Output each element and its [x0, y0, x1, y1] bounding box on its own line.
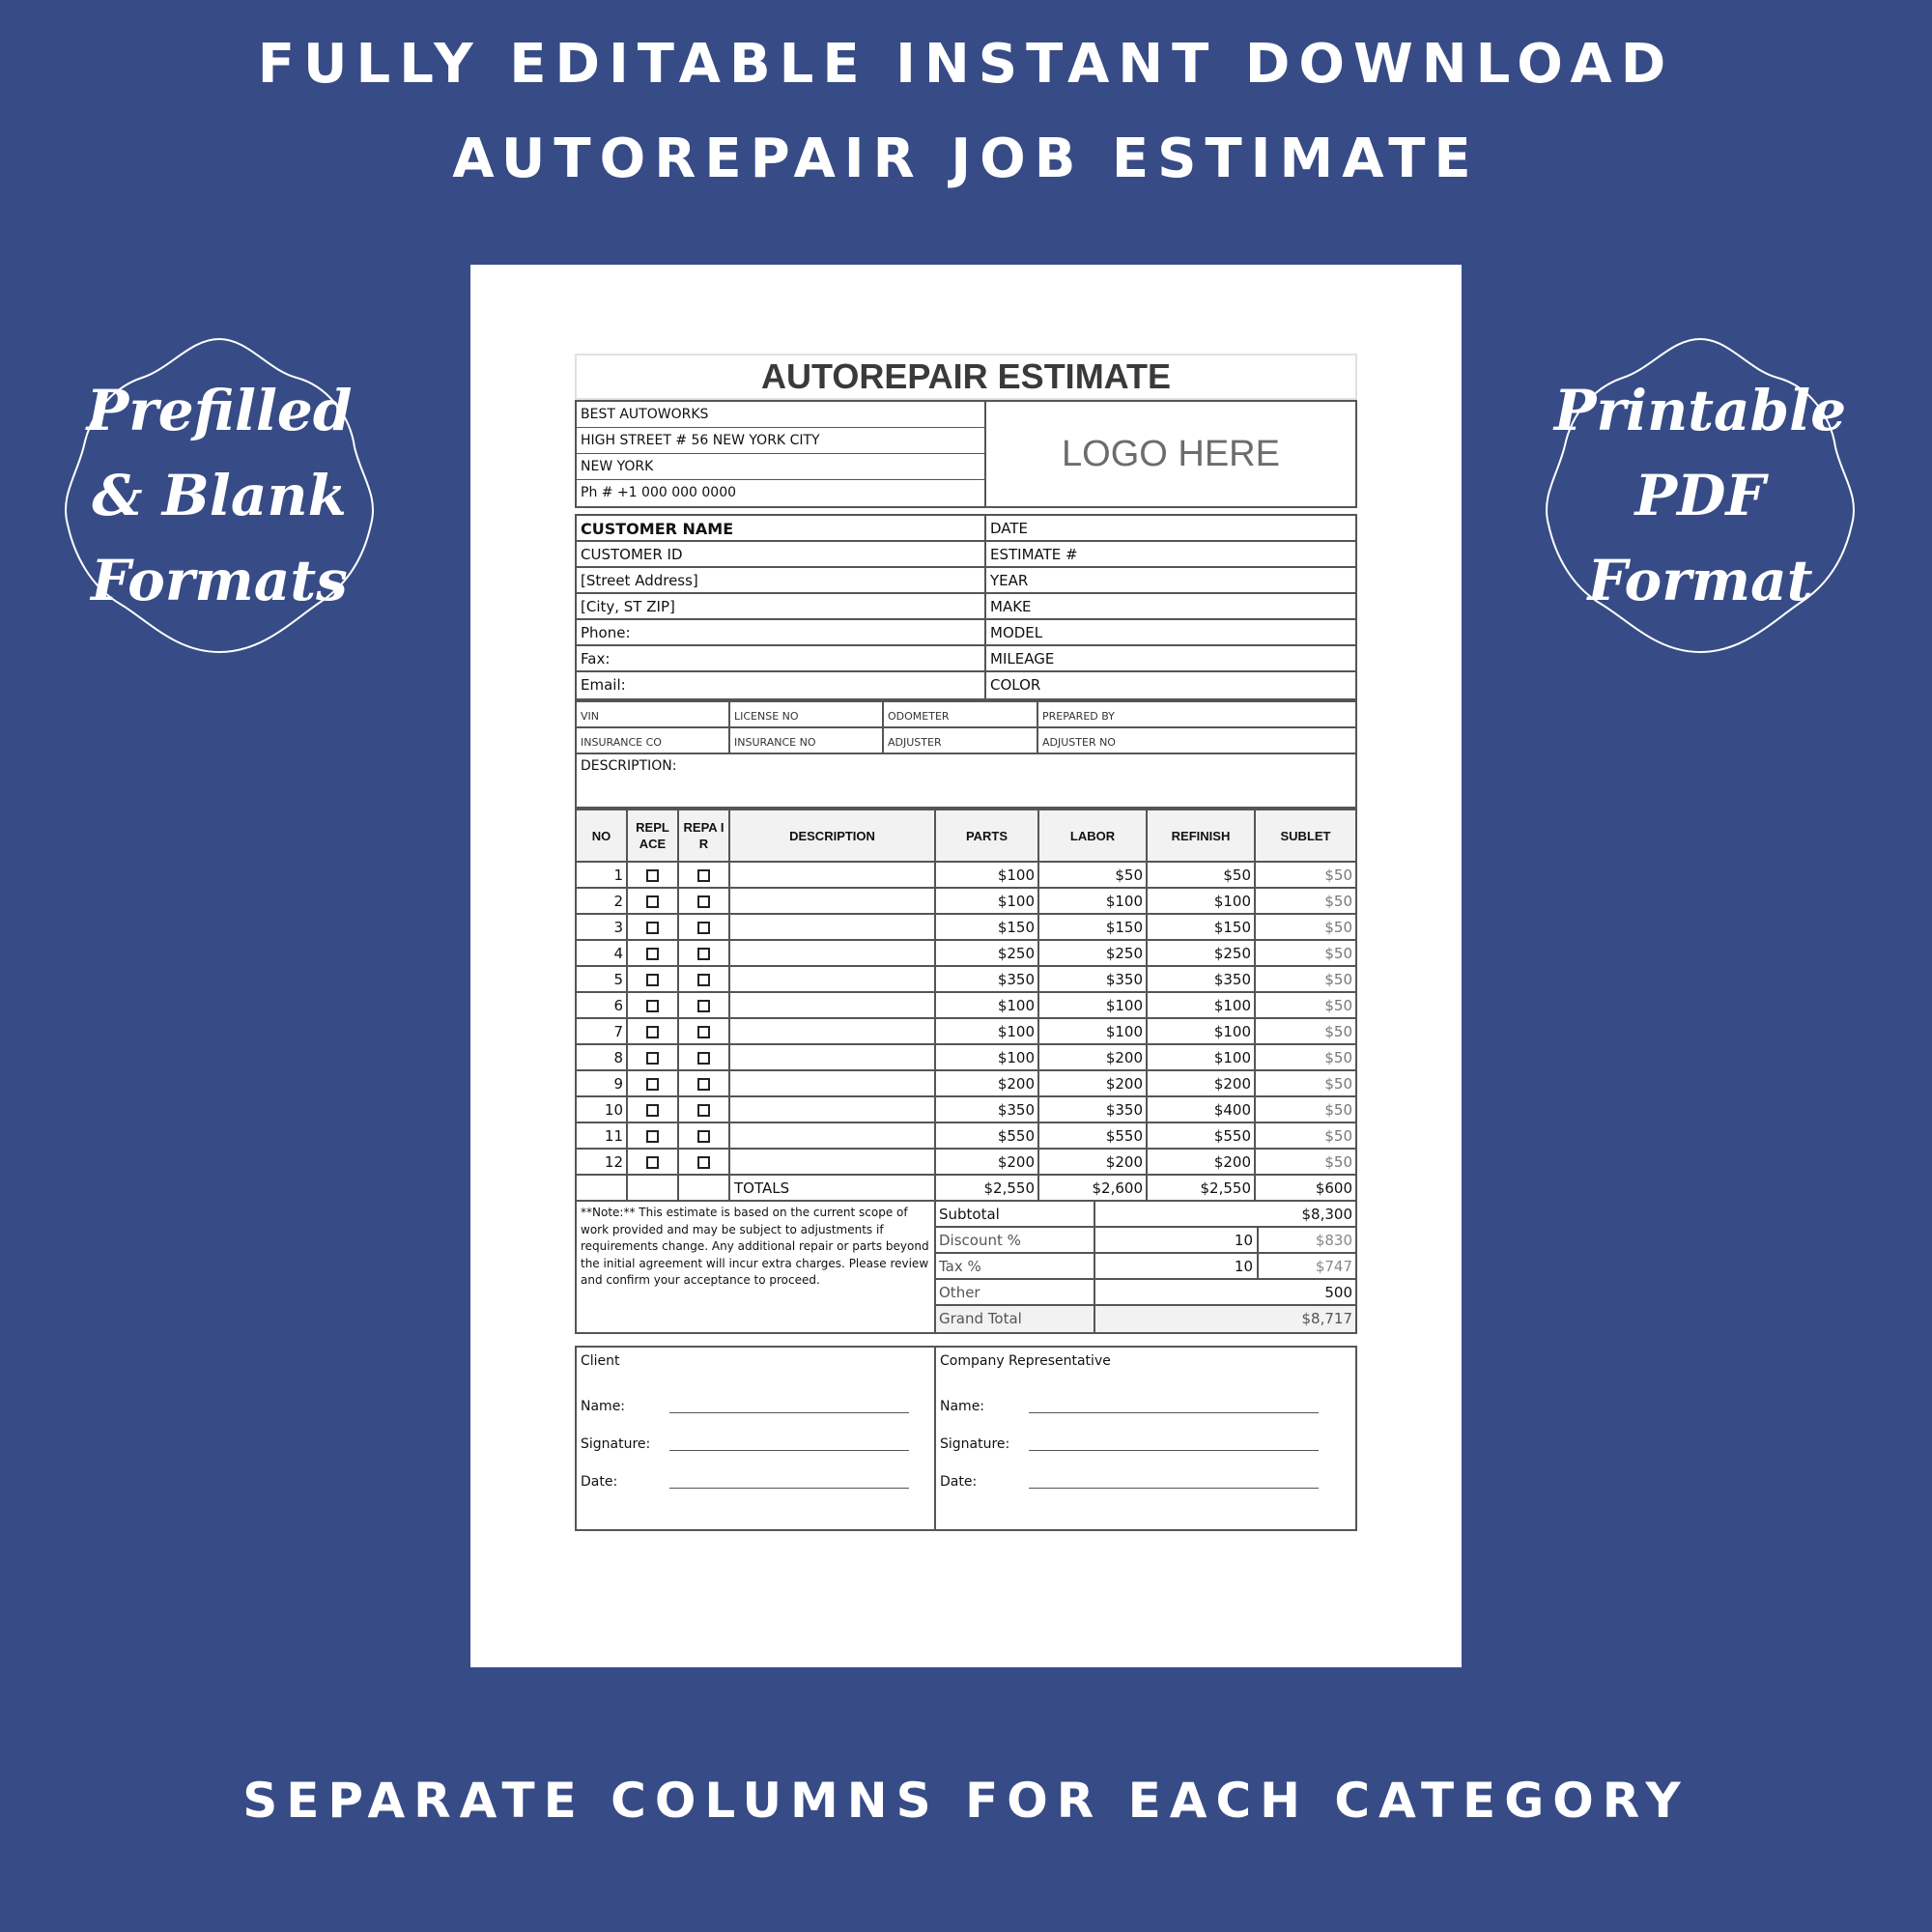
- vin-field[interactable]: VIN: [576, 701, 729, 727]
- vehicle-info-table: [575, 700, 1357, 754]
- refinish-cell[interactable]: $350: [1147, 966, 1255, 992]
- col-header-repair: REPA IR: [678, 810, 729, 862]
- checkbox-icon[interactable]: [697, 895, 710, 908]
- labor-cell[interactable]: $200: [1038, 1149, 1147, 1175]
- odometer-field[interactable]: ODOMETER: [883, 701, 1037, 727]
- checkbox-icon[interactable]: [646, 895, 659, 908]
- row-number: 1: [576, 862, 627, 888]
- repair-checkbox: [678, 1018, 729, 1044]
- checkbox-icon[interactable]: [646, 948, 659, 960]
- refinish-cell[interactable]: $400: [1147, 1096, 1255, 1122]
- other-value-input[interactable]: 500: [1324, 1284, 1352, 1301]
- row-number: 11: [576, 1122, 627, 1149]
- sublet-cell[interactable]: $50: [1255, 992, 1356, 1018]
- checkbox-icon[interactable]: [697, 922, 710, 934]
- repair-checkbox: [678, 966, 729, 992]
- checkbox-icon[interactable]: [697, 1026, 710, 1038]
- parts-cell[interactable]: $100: [935, 1018, 1038, 1044]
- replace-checkbox: [627, 1044, 678, 1070]
- description-cell[interactable]: [729, 992, 935, 1018]
- sublet-cell[interactable]: $50: [1255, 940, 1356, 966]
- discount-label: Discount %: [936, 1228, 1095, 1252]
- description-cell[interactable]: [729, 862, 935, 888]
- parts-cell[interactable]: $100: [935, 888, 1038, 914]
- estimate-document-preview: [470, 265, 1462, 1667]
- checkbox-icon[interactable]: [697, 1000, 710, 1012]
- estimate-number-field[interactable]: ESTIMATE #: [986, 542, 1355, 568]
- form-title: AUTOREPAIR ESTIMATE: [575, 354, 1357, 400]
- client-date-line[interactable]: [669, 1475, 909, 1489]
- parts-cell[interactable]: $200: [935, 1149, 1038, 1175]
- client-date-label: Date:: [581, 1474, 618, 1490]
- checkbox-icon[interactable]: [646, 1026, 659, 1038]
- parts-cell[interactable]: $350: [935, 966, 1038, 992]
- email-field[interactable]: Email:: [581, 676, 626, 694]
- row-number: 8: [576, 1044, 627, 1070]
- company-phone[interactable]: Ph # +1 000 000 0000: [581, 485, 737, 500]
- checkbox-icon[interactable]: [646, 869, 659, 882]
- badge-left-line-1: Prefilled: [86, 378, 353, 443]
- mileage-field[interactable]: MILEAGE: [986, 646, 1355, 672]
- rep-signature-line[interactable]: [1029, 1437, 1319, 1451]
- description-cell[interactable]: [729, 1149, 935, 1175]
- checkbox-icon[interactable]: [646, 974, 659, 986]
- row-number: 12: [576, 1149, 627, 1175]
- other-row: [936, 1280, 1355, 1306]
- totals-row: [576, 1175, 1356, 1201]
- replace-checkbox: [627, 1096, 678, 1122]
- replace-checkbox: [627, 914, 678, 940]
- client-signature-label: Signature:: [581, 1436, 651, 1452]
- badge-printable-pdf: [1541, 331, 1860, 660]
- line-item-row: [576, 1070, 1356, 1096]
- totals-panel: [936, 1202, 1355, 1332]
- checkbox-icon[interactable]: [697, 974, 710, 986]
- repair-checkbox: [678, 888, 729, 914]
- sublet-cell[interactable]: $50: [1255, 862, 1356, 888]
- line-item-row: [576, 992, 1356, 1018]
- tax-percent-input[interactable]: 10: [1234, 1258, 1253, 1275]
- repair-checkbox: [678, 940, 729, 966]
- company-street[interactable]: HIGH STREET # 56 NEW YORK CITY: [577, 428, 984, 454]
- rep-date-label: Date:: [940, 1474, 978, 1490]
- replace-checkbox: [627, 1122, 678, 1149]
- row-number: 7: [576, 1018, 627, 1044]
- discount-row: [936, 1228, 1355, 1254]
- description-field[interactable]: DESCRIPTION:: [575, 754, 1357, 809]
- line-item-row: [576, 862, 1356, 888]
- adjuster-no-field[interactable]: ADJUSTER NO: [1037, 727, 1356, 753]
- subtotal-value: $8,300: [1301, 1206, 1352, 1223]
- labor-cell[interactable]: $100: [1038, 992, 1147, 1018]
- checkbox-icon[interactable]: [646, 1130, 659, 1143]
- headline-line-1: FULLY EDITABLE INSTANT DOWNLOAD: [257, 33, 1675, 96]
- badge-right-line-2: PDF: [1634, 463, 1766, 528]
- description-cell[interactable]: [729, 1122, 935, 1149]
- checkbox-icon[interactable]: [697, 869, 710, 882]
- client-signature-section: [577, 1348, 936, 1529]
- checkbox-icon[interactable]: [646, 1156, 659, 1169]
- date-field[interactable]: DATE: [986, 516, 1355, 542]
- replace-checkbox: [627, 1149, 678, 1175]
- rep-signature-section: [936, 1348, 1355, 1529]
- line-items-header: [576, 810, 1356, 862]
- description-cell[interactable]: [729, 1096, 935, 1122]
- row-number: 9: [576, 1070, 627, 1096]
- labor-cell[interactable]: $150: [1038, 914, 1147, 940]
- line-item-row: [576, 1018, 1356, 1044]
- note-text[interactable]: **Note:** This estimate is based on the current scope of work provided and may be subject to adjustments if requirements change. Any additional repair or parts beyond the initial agreement will incur extra charges. Please review and confirm your acceptance to proceed.: [577, 1202, 936, 1332]
- row-number: 3: [576, 914, 627, 940]
- refinish-cell[interactable]: $100: [1147, 1044, 1255, 1070]
- replace-checkbox: [627, 862, 678, 888]
- col-header-sublet: SUBLET: [1255, 810, 1356, 862]
- tax-value: $747: [1257, 1254, 1355, 1278]
- insurance-co-field[interactable]: INSURANCE CO: [576, 727, 729, 753]
- checkbox-icon[interactable]: [646, 1104, 659, 1117]
- sublet-cell[interactable]: $50: [1255, 1149, 1356, 1175]
- refinish-cell[interactable]: $100: [1147, 1018, 1255, 1044]
- parts-cell[interactable]: $350: [935, 1096, 1038, 1122]
- labor-cell[interactable]: $100: [1038, 888, 1147, 914]
- estimate-form: [575, 354, 1357, 1531]
- repair-checkbox: [678, 914, 729, 940]
- line-items-table: [575, 809, 1357, 1202]
- col-header-no: NO: [576, 810, 627, 862]
- parts-cell[interactable]: $550: [935, 1122, 1038, 1149]
- labor-cell[interactable]: $350: [1038, 966, 1147, 992]
- totals-sublet: $600: [1255, 1175, 1356, 1201]
- description-cell[interactable]: [729, 966, 935, 992]
- refinish-cell[interactable]: $150: [1147, 914, 1255, 940]
- repair-checkbox: [678, 1070, 729, 1096]
- make-field[interactable]: MAKE: [986, 594, 1355, 620]
- refinish-cell[interactable]: $100: [1147, 992, 1255, 1018]
- description-cell[interactable]: [729, 914, 935, 940]
- replace-checkbox: [627, 1018, 678, 1044]
- description-cell[interactable]: [729, 888, 935, 914]
- line-item-row: [576, 888, 1356, 914]
- col-header-refinish: REFINISH: [1147, 810, 1255, 862]
- discount-percent-input[interactable]: 10: [1234, 1232, 1253, 1249]
- checkbox-icon[interactable]: [697, 948, 710, 960]
- col-header-parts: PARTS: [935, 810, 1038, 862]
- sublet-cell[interactable]: $50: [1255, 966, 1356, 992]
- totals-labor: $2,600: [1038, 1175, 1147, 1201]
- rep-title: Company Representative: [940, 1353, 1111, 1369]
- labor-cell[interactable]: $100: [1038, 1018, 1147, 1044]
- labor-cell[interactable]: $550: [1038, 1122, 1147, 1149]
- sublet-cell[interactable]: $50: [1255, 1044, 1356, 1070]
- replace-checkbox: [627, 966, 678, 992]
- description-cell[interactable]: [729, 1018, 935, 1044]
- parts-cell[interactable]: $100: [935, 992, 1038, 1018]
- replace-checkbox: [627, 992, 678, 1018]
- customer-block: [575, 514, 1357, 700]
- refinish-cell[interactable]: $200: [1147, 1149, 1255, 1175]
- grand-total-label: Grand Total: [936, 1306, 1095, 1332]
- col-header-labor: LABOR: [1038, 810, 1147, 862]
- parts-cell[interactable]: $200: [935, 1070, 1038, 1096]
- checkbox-icon[interactable]: [697, 1130, 710, 1143]
- description-cell[interactable]: [729, 940, 935, 966]
- totals-refinish: $2,550: [1147, 1175, 1255, 1201]
- headline-line-2: AUTOREPAIR JOB ESTIMATE: [452, 128, 1480, 190]
- tax-row: [936, 1254, 1355, 1280]
- customer-name-field[interactable]: CUSTOMER NAME: [577, 516, 984, 542]
- city-zip-field[interactable]: [City, ST ZIP]: [577, 594, 984, 620]
- company-city[interactable]: NEW YORK: [577, 454, 984, 480]
- parts-cell[interactable]: $100: [935, 1044, 1038, 1070]
- line-item-row: [576, 1044, 1356, 1070]
- totals-parts: $2,550: [935, 1175, 1038, 1201]
- refinish-cell[interactable]: $250: [1147, 940, 1255, 966]
- logo-placeholder[interactable]: LOGO HERE: [1062, 433, 1280, 474]
- rep-name-line[interactable]: [1029, 1400, 1319, 1413]
- company-block: [575, 400, 1357, 508]
- sublet-cell[interactable]: $50: [1255, 1018, 1356, 1044]
- badge-left-line-3: Formats: [91, 548, 348, 613]
- subtotal-label: Subtotal: [936, 1202, 1095, 1226]
- refinish-cell[interactable]: $550: [1147, 1122, 1255, 1149]
- line-item-row: [576, 1149, 1356, 1175]
- replace-checkbox: [627, 1070, 678, 1096]
- checkbox-icon[interactable]: [646, 1000, 659, 1012]
- description-cell[interactable]: [729, 1070, 935, 1096]
- description-cell[interactable]: [729, 1044, 935, 1070]
- company-name[interactable]: BEST AUTOWORKS: [577, 402, 984, 428]
- badge-right-line-1: Printable: [1553, 378, 1847, 443]
- other-label: Other: [936, 1280, 1095, 1304]
- row-number: 5: [576, 966, 627, 992]
- checkbox-icon[interactable]: [697, 1078, 710, 1091]
- parts-cell[interactable]: $250: [935, 940, 1038, 966]
- adjuster-field[interactable]: ADJUSTER: [883, 727, 1037, 753]
- labor-cell[interactable]: $50: [1038, 862, 1147, 888]
- row-number: 10: [576, 1096, 627, 1122]
- repair-checkbox: [678, 1096, 729, 1122]
- labor-cell[interactable]: $350: [1038, 1096, 1147, 1122]
- checkbox-icon[interactable]: [646, 1052, 659, 1065]
- line-item-row: [576, 966, 1356, 992]
- grand-total-value: $8,717: [1301, 1310, 1352, 1327]
- client-signature-line[interactable]: [669, 1437, 909, 1451]
- signature-block: [575, 1346, 1357, 1531]
- fax-field[interactable]: Fax:: [577, 646, 984, 672]
- checkbox-icon[interactable]: [646, 922, 659, 934]
- badge-right-line-3: Format: [1587, 548, 1813, 613]
- parts-cell[interactable]: $100: [935, 862, 1038, 888]
- rep-signature-label: Signature:: [940, 1436, 1010, 1452]
- parts-cell[interactable]: $150: [935, 914, 1038, 940]
- checkbox-icon[interactable]: [697, 1156, 710, 1169]
- summary-block: [575, 1202, 1357, 1334]
- subtotal-row: [936, 1202, 1355, 1228]
- col-header-replace: REPL ACE: [627, 810, 678, 862]
- col-header-description: DESCRIPTION: [729, 810, 935, 862]
- row-number: 4: [576, 940, 627, 966]
- replace-checkbox: [627, 888, 678, 914]
- badge-left-line-2: & Blank: [92, 463, 347, 528]
- customer-id-field[interactable]: CUSTOMER ID: [577, 542, 984, 568]
- replace-checkbox: [627, 940, 678, 966]
- year-field[interactable]: YEAR: [986, 568, 1355, 594]
- totals-label: TOTALS: [729, 1175, 935, 1201]
- insurance-no-field[interactable]: INSURANCE NO: [729, 727, 883, 753]
- sublet-cell[interactable]: $50: [1255, 914, 1356, 940]
- repair-checkbox: [678, 1044, 729, 1070]
- repair-checkbox: [678, 862, 729, 888]
- checkbox-icon[interactable]: [697, 1104, 710, 1117]
- refinish-cell[interactable]: $50: [1147, 862, 1255, 888]
- badge-prefilled-blank: [60, 331, 379, 660]
- color-field[interactable]: COLOR: [990, 676, 1041, 694]
- footer-tagline: SEPARATE COLUMNS FOR EACH CATEGORY: [242, 1773, 1690, 1829]
- rep-name-label: Name:: [940, 1399, 985, 1414]
- refinish-cell[interactable]: $200: [1147, 1070, 1255, 1096]
- labor-cell[interactable]: $250: [1038, 940, 1147, 966]
- repair-checkbox: [678, 1122, 729, 1149]
- line-item-row: [576, 1096, 1356, 1122]
- row-number: 6: [576, 992, 627, 1018]
- phone-field[interactable]: Phone:: [577, 620, 984, 646]
- labor-cell[interactable]: $200: [1038, 1070, 1147, 1096]
- checkbox-icon[interactable]: [646, 1078, 659, 1091]
- line-item-row: [576, 914, 1356, 940]
- sublet-cell[interactable]: $50: [1255, 888, 1356, 914]
- client-name-label: Name:: [581, 1399, 626, 1414]
- row-number: 2: [576, 888, 627, 914]
- prepared-by-field[interactable]: PREPARED BY: [1037, 701, 1356, 727]
- refinish-cell[interactable]: $100: [1147, 888, 1255, 914]
- license-no-field[interactable]: LICENSE NO: [729, 701, 883, 727]
- client-title: Client: [581, 1353, 620, 1369]
- checkbox-icon[interactable]: [697, 1052, 710, 1065]
- tax-label: Tax %: [936, 1254, 1095, 1278]
- street-address-field[interactable]: [Street Address]: [577, 568, 984, 594]
- sublet-cell[interactable]: $50: [1255, 1070, 1356, 1096]
- sublet-cell[interactable]: $50: [1255, 1096, 1356, 1122]
- discount-value: $830: [1257, 1228, 1355, 1252]
- repair-checkbox: [678, 1149, 729, 1175]
- rep-date-line[interactable]: [1029, 1475, 1319, 1489]
- client-name-line[interactable]: [669, 1400, 909, 1413]
- model-field[interactable]: MODEL: [986, 620, 1355, 646]
- repair-checkbox: [678, 992, 729, 1018]
- line-item-row: [576, 940, 1356, 966]
- sublet-cell[interactable]: $50: [1255, 1122, 1356, 1149]
- grand-total-row: [936, 1306, 1355, 1332]
- labor-cell[interactable]: $200: [1038, 1044, 1147, 1070]
- line-item-row: [576, 1122, 1356, 1149]
